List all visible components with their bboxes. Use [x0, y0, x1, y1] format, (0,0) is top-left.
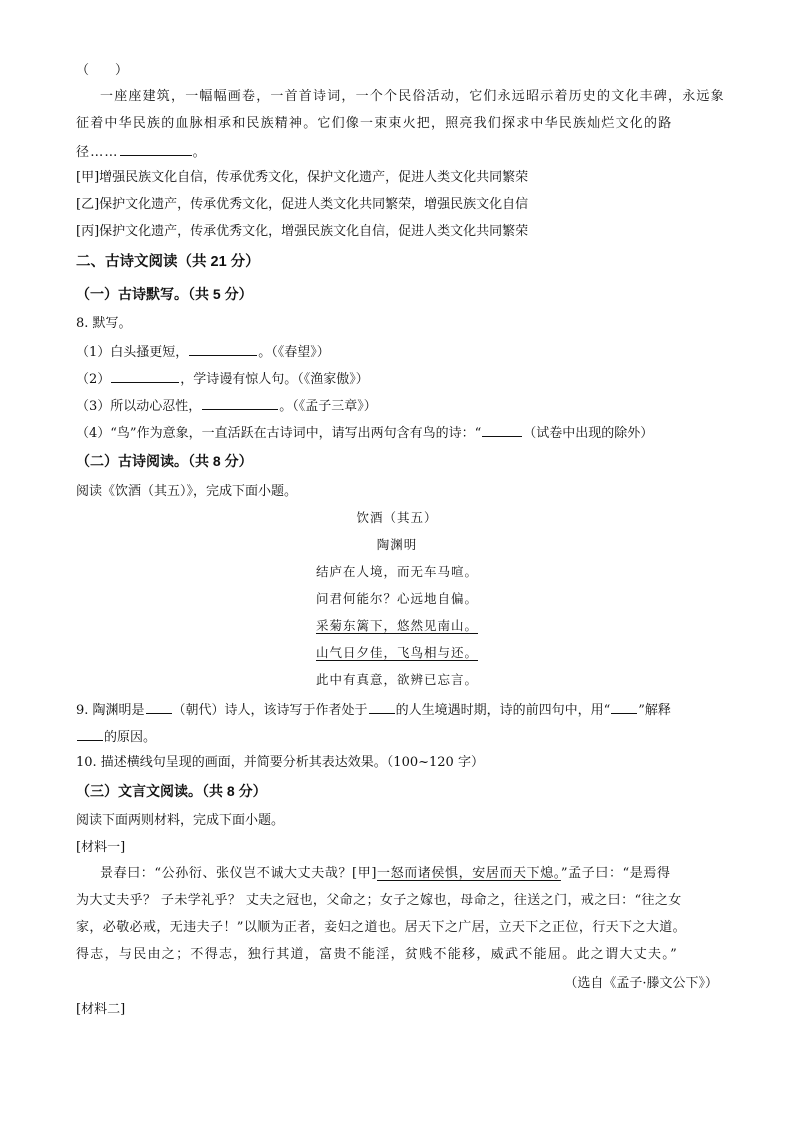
poem-title: 饮酒（其五）	[356, 510, 438, 525]
q9-text-b: （朝代）诗人，该诗写于作者处于	[172, 703, 368, 718]
q8-item-4	[76, 422, 653, 444]
q8-item-1	[76, 341, 330, 363]
question-bracket: （ ）	[76, 63, 129, 78]
passage-line-1: 一座座建筑，一幅幅画卷，一首首诗词，一个个民俗活动，它们永远昭示着历史的文化丰碑，永远象	[100, 89, 725, 104]
passage-line-2: 征着中华民族的血脉相承和民族精神。它们像一束束火把，照亮我们探求中华民族灿烂文化的路	[76, 116, 673, 131]
q9-text-d: ”解释	[638, 703, 671, 718]
option-jia: [甲]增强民族文化自信，传承优秀文化，保护文化遗产，促进人类文化共同繁荣	[76, 170, 529, 185]
material-1-line-3: 家，必敬必戒，无违夫子！”以顺为正者，妾妇之道也。居天下之广居，立天下之正位，行天下之大道。	[76, 920, 687, 935]
material-2-label: [材料二]	[76, 1002, 126, 1017]
q9-line-1	[76, 699, 671, 721]
q8-item-3	[76, 395, 377, 417]
poem-line-4-underlined: 山气日夕佳，飞鸟相与还。	[315, 645, 478, 660]
part-2-intro: 阅读《饮酒（其五）》，完成下面小题。	[76, 484, 298, 499]
q8-label: 8. 默写。	[76, 316, 132, 331]
q9-text-e: 的原因。	[104, 730, 157, 745]
material-1-label: [材料一]	[76, 840, 126, 855]
material-1-line-4: 得志，与民由之；不得志，独行其道，富贵不能淫，贫贱不能移，威武不能屈。此之谓大丈夫。”	[76, 947, 679, 962]
q9-text-a: 9. 陶渊明是	[76, 703, 145, 718]
passage-line-3-end: 。	[192, 145, 207, 160]
material-1-line-1	[100, 864, 671, 884]
q8-1-text: （1）白头搔更短，	[76, 345, 189, 360]
answer-blank[interactable]	[120, 141, 192, 156]
q8-1-blank[interactable]	[189, 341, 257, 356]
q8-2-text: （2）	[76, 372, 111, 387]
m1-l1-text-c: ”孟子曰：“是焉得	[560, 866, 671, 881]
poem-line-5: 此中有真意，欲辨已忘言。	[315, 672, 478, 687]
material-1-line-2: 为大丈夫乎？ 子未学礼乎？ 丈夫之冠也，父命之；女子之嫁也，母命之，往送之门，戒之曰：“往之女	[76, 893, 682, 908]
part-2-title: （二）古诗阅读。（共 8 分）	[76, 453, 253, 469]
q8-item-2	[76, 368, 369, 390]
q9-line-2	[76, 726, 156, 748]
q8-3-text: （3）所以动心忍性，	[76, 399, 202, 414]
q8-3-source: 。（《孟子三章》）	[279, 399, 377, 414]
q9-blank-1[interactable]	[146, 699, 172, 714]
q8-4-text: （4）“鸟”作为意象，一直活跃在古诗词中，请写出两句含有鸟的诗：“	[76, 426, 482, 441]
q10: 10. 描述横线句呈现的画面，并简要分析其表达效果。（100~120 字）	[76, 755, 484, 770]
m1-l1-underlined: 一怒而诸侯惧，安居而天下熄。	[377, 866, 561, 881]
q9-text-c: 的人生境遇时期，诗的前四句中，用“	[395, 703, 611, 718]
q8-2-source: ，学诗谩有惊人句。（《渔家傲》）	[180, 372, 369, 387]
part-3-title: （三）文言文阅读。（共 8 分）	[76, 783, 267, 799]
poem-line-3-underlined: 采菊东篱下，悠然见南山。	[315, 618, 478, 633]
q9-blank-4[interactable]	[77, 726, 103, 741]
poem-line-1: 结庐在人境，而无车马喧。	[315, 564, 478, 579]
part-1-title: （一）古诗默写。（共 5 分）	[76, 286, 253, 302]
poem-author: 陶渊明	[376, 537, 418, 552]
q8-2-blank[interactable]	[111, 368, 179, 383]
poem-line-2: 问君何能尔？心远地自偏。	[315, 591, 478, 606]
passage-line-3-text: 径……	[76, 145, 119, 160]
q8-1-source: 。（《春望》）	[258, 345, 330, 360]
q8-4-blank[interactable]	[482, 422, 522, 437]
poem-line-4	[0, 643, 794, 663]
option-bing: [丙]保护文化遗产，传承优秀文化，增强民族文化自信，促进人类文化共同繁荣	[76, 224, 529, 239]
m1-l1-text-a: 景春曰：“公孙衍、张仪岂不诚大丈夫哉？[甲]	[100, 866, 377, 881]
q9-blank-2[interactable]	[369, 699, 395, 714]
poem-line-3	[0, 616, 794, 636]
option-yi: [乙]保护文化遗产，传承优秀文化，促进人类文化共同繁荣，增强民族文化自信	[76, 197, 529, 212]
passage-line-3	[76, 141, 207, 163]
material-1-source: （选自《孟子·滕文公下》）	[564, 976, 718, 991]
q8-4-note: （试卷中出现的除外）	[523, 426, 654, 441]
part-3-intro: 阅读下面两则材料，完成下面小题。	[76, 813, 285, 828]
q8-3-blank[interactable]	[202, 395, 278, 410]
q9-blank-3[interactable]	[611, 699, 637, 714]
section-2-title: 二、古诗文阅读（共 21 分）	[76, 254, 260, 270]
